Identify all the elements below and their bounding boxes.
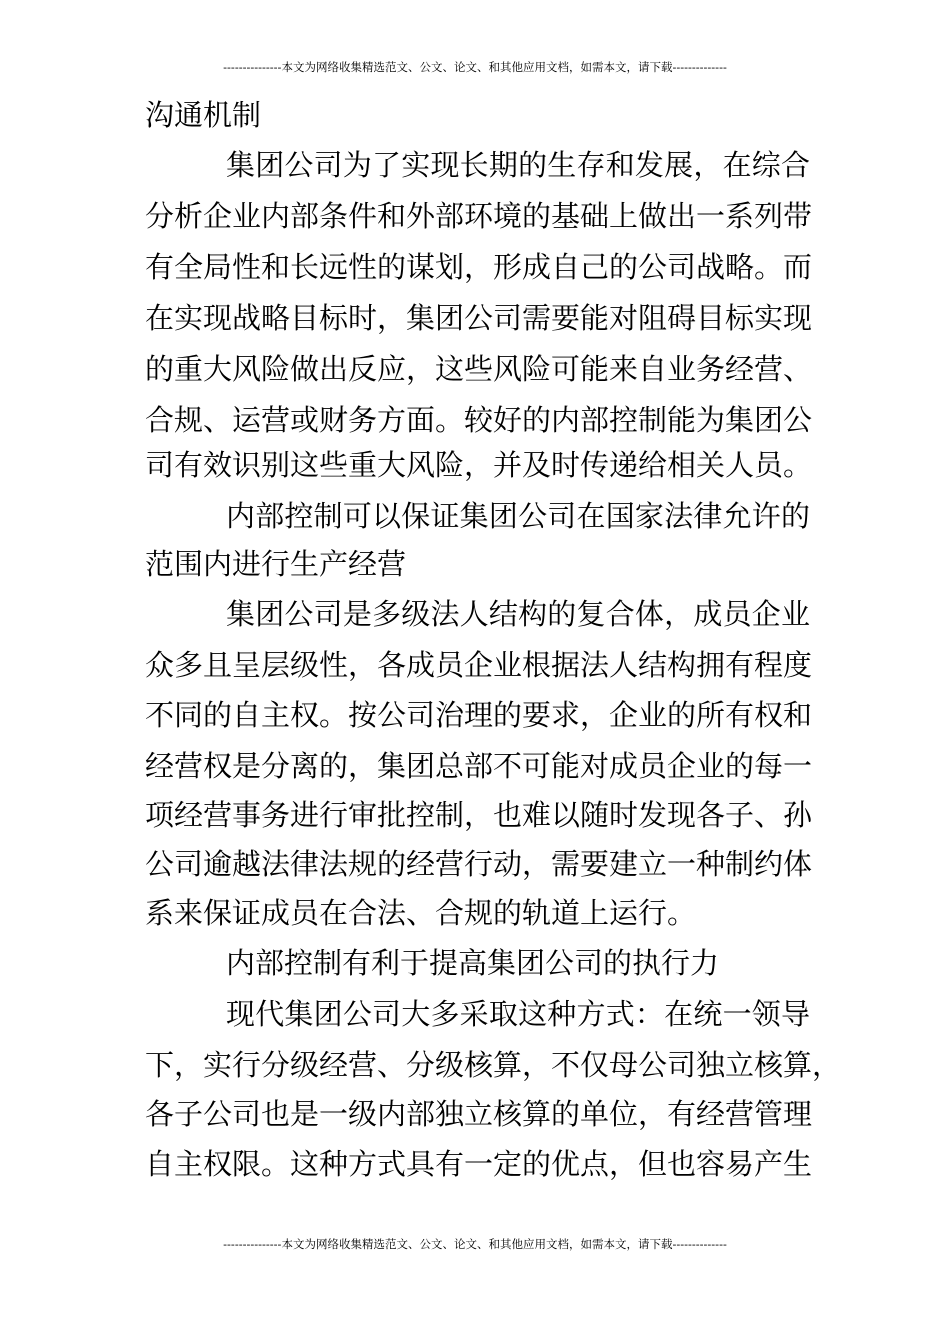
paragraph-line: 下，实行分级经营、分级核算，不仅母公司独立核算， [145,1048,842,1082]
section-heading-line: 内部控制可以保证集团公司在国家法律允许的 [226,499,810,533]
paragraph-line: 集团公司为了实现长期的生存和发展，在综合 [226,148,810,182]
page-footer-note: ---------------本文为网络收集精选范文、公文、论文、和其他应用文档，如需本文，请下载-------------- [223,1237,727,1251]
paragraph-line: 有全局性和长远性的谋划，形成自己的公司战略。而 [145,250,813,284]
section-heading-communication-mechanism: 沟通机制 [145,98,262,132]
paragraph-line: 项经营事务进行审批控制，也难以随时发现各子、孙 [145,798,813,832]
paragraph-line: 自主权限。这种方式具有一定的优点，但也容易产生 [145,1147,813,1181]
section-heading-execution: 内部控制有利于提高集团公司的执行力 [226,946,720,980]
paragraph-line: 各子公司也是一级内部独立核算的单位，有经营管理 [145,1097,813,1131]
paragraph-line: 不同的自主权。按公司治理的要求，企业的所有权和 [145,698,813,732]
paragraph-line: 分析企业内部条件和外部环境的基础上做出一系列带 [145,199,813,233]
paragraph-line: 在实现战略目标时，集团公司需要能对阻碍目标实现 [145,301,813,335]
paragraph-line: 司有效识别这些重大风险，并及时传递给相关人员。 [145,448,813,482]
paragraph-line: 合规、运营或财务方面。较好的内部控制能为集团公 [145,403,813,437]
paragraph-line: 经营权是分离的，集团总部不可能对成员企业的每一 [145,749,813,783]
paragraph-line: 公司逾越法律法规的经营行动，需要建立一种制约体 [145,847,813,881]
page-header-note: ---------------本文为网络收集精选范文、公文、论文、和其他应用文档，如需本文，请下载-------------- [223,60,727,74]
section-heading-line: 范围内进行生产经营 [145,547,407,581]
paragraph-line: 众多且呈层级性，各成员企业根据法人结构拥有程度 [145,648,813,682]
paragraph-line: 现代集团公司大多采取这种方式：在统一领导 [226,997,810,1031]
paragraph-line: 的重大风险做出反应，这些风险可能来自业务经营、 [145,352,813,386]
paragraph-line: 集团公司是多级法人结构的复合体，成员企业 [226,597,810,631]
paragraph-line: 系来保证成员在合法、合规的轨道上运行。 [145,896,697,930]
